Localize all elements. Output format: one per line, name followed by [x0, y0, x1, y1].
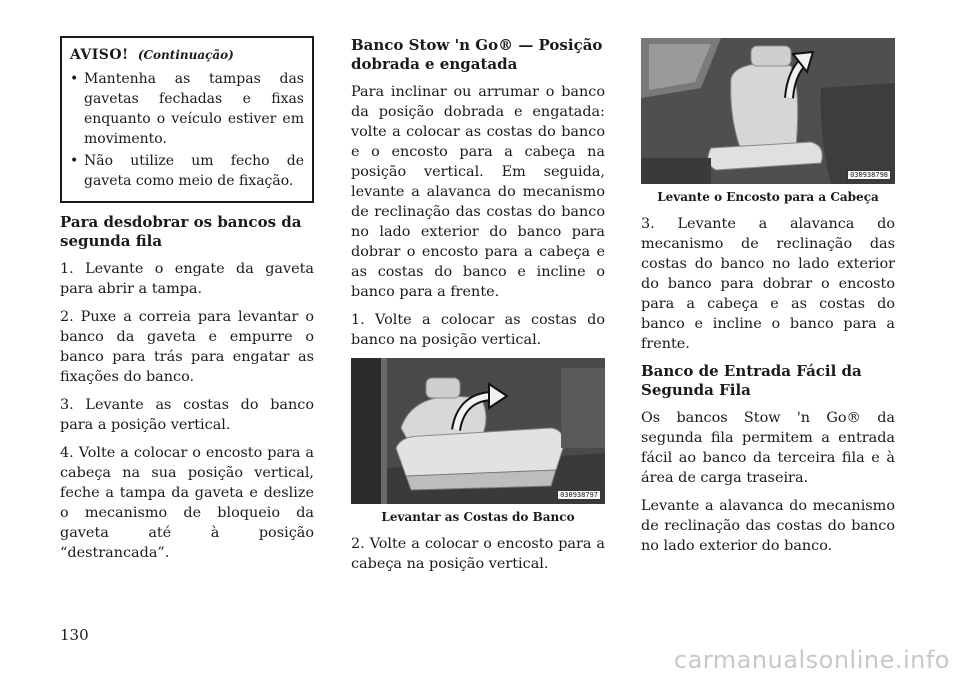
step-paragraph: 3. Levante as costas do banco para a posição vertical.: [60, 397, 314, 433]
column-right: [641, 36, 895, 564]
warning-box: [60, 36, 314, 203]
step-paragraph: 1. Volte a colocar as costas do banco na posição vertical.: [351, 312, 605, 348]
warning-continued: (Continuação): [137, 48, 234, 62]
body-paragraph: Os bancos Stow 'n Go® da segunda fila permitem a entrada fácil ao banco da terceira fila e à área de carga traseira.: [641, 410, 895, 486]
section-heading-stow-n-go: Banco Stow 'n Go® — Posição dobrada e engatada: [351, 36, 603, 73]
body-paragraph: Levante a alavanca do mecanismo de reclinação das costas do banco no lado exterior do banco.: [641, 498, 895, 554]
step-paragraph: 2. Puxe a correia para levantar o banco da gaveta e empurre o banco para trás para engatar as fixações do banco.: [60, 309, 314, 385]
warning-header: [70, 44, 304, 63]
step-paragraph: 4. Volte a colocar o encosto para a cabeça na sua posição vertical, feche a tampa da gaveta e deslize o mecanismo de bloqueio da gaveta até à posição “destrancada”.: [60, 445, 314, 561]
section-heading-easy-entry: Banco de Entrada Fácil da Segunda Fila: [641, 362, 862, 399]
warning-item: • Mantenha as tampas das gavetas fechadas e fixas enquanto o veículo estiver em movimento.: [70, 69, 304, 149]
warning-title: AVISO!: [70, 47, 129, 63]
warning-list: [70, 69, 304, 191]
page-number: 130: [60, 626, 89, 644]
figure-seatback: [351, 358, 605, 504]
headrest-illustration: [641, 38, 895, 184]
intro-paragraph: Para inclinar ou arrumar o banco da posição dobrada e engatada: volte a colocar as costas do banco e o encosto para a cabeça na posição vertical. Em seguida, levante a alavanca do mecanismo de reclinação das costas do banco no lado exterior do banco para dobrar o encosto para a cabeça e as costas do banco e incline o banco para a frente.: [351, 84, 605, 300]
step-paragraph: 3. Levante a alavanca do mecanismo de reclinação das costas do banco no lado exterior do banco para dobrar o encosto para a cabeça e as costas do banco e incline o banco para a frente.: [641, 216, 895, 352]
seat-illustration: [351, 358, 605, 504]
warning-item: • Não utilize um fecho de gaveta como meio de fixação.: [70, 151, 304, 191]
figure-code: 030938797: [557, 490, 601, 500]
column-left: [60, 36, 314, 571]
step-paragraph: 1. Levante o engate da gaveta para abrir a tampa.: [60, 261, 314, 297]
figure-caption: Levantar as Costas do Banco: [381, 510, 575, 524]
section-heading-unfold: Para desdobrar os bancos da segunda fila: [60, 213, 302, 250]
column-middle: [351, 36, 605, 582]
figure-code: 030938798: [847, 170, 891, 180]
watermark: carmanualsonline.info: [673, 646, 950, 674]
figure-headrest: [641, 38, 895, 184]
figure-caption: Levante o Encosto para a Cabeça: [657, 190, 879, 204]
step-paragraph: 2. Volte a colocar o encosto para a cabeça na posição vertical.: [351, 536, 605, 572]
